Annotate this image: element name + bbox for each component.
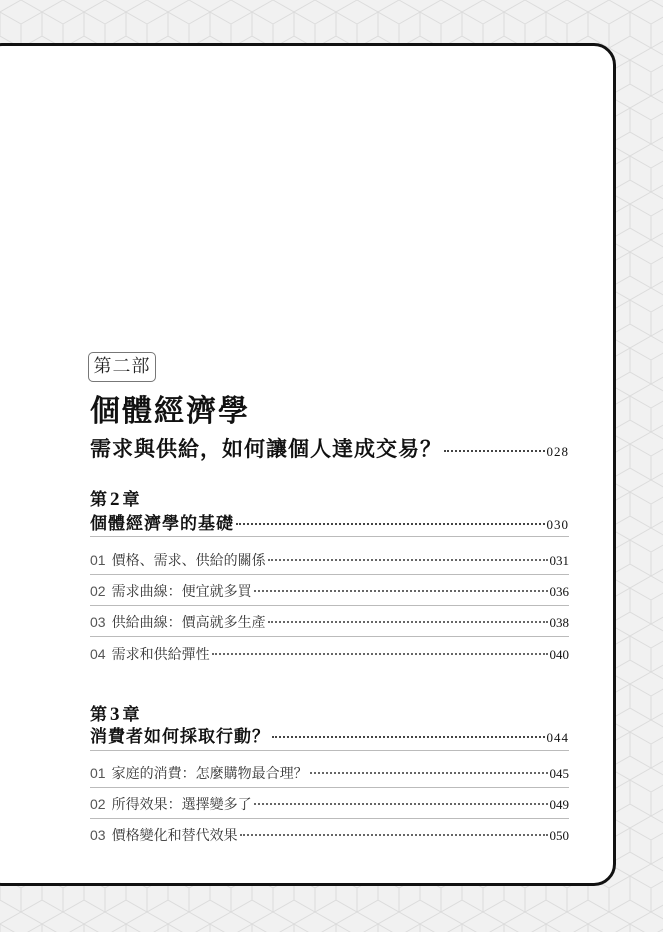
section-entry[interactable] [90,644,569,664]
part-label: 第二部 [88,352,156,382]
chapter-title: 消費者如何採取行動？ [90,727,270,747]
leader-dots [268,559,548,561]
part-subtitle: 需求與供給，如何讓個人達成交易？ [90,436,442,461]
leader-dots [272,736,545,738]
leader-dots [254,803,548,805]
chapter-prefix: 第 [90,490,108,510]
section-index: 03 [90,827,106,843]
chapter-title-entry[interactable] [90,509,569,534]
section-entry[interactable] [90,612,569,632]
page-number: 044 [546,730,569,745]
section-title: 需求和供給彈性 [111,647,210,663]
divider [90,605,569,606]
page-number: 028 [546,444,569,459]
chapter-label [90,485,141,511]
leader-dots [236,523,545,525]
leader-dots [212,653,548,655]
leader-dots [310,772,548,774]
section-entry[interactable] [90,550,569,570]
section-index: 02 [90,583,106,599]
section-entry[interactable] [90,581,569,601]
divider [90,787,569,788]
chapter-number: 2 [110,489,121,510]
chapter-suffix: 章 [122,490,141,510]
page-number: 049 [549,797,569,812]
leader-dots [254,590,548,592]
page-number: 031 [549,553,569,568]
section-index: 02 [90,796,106,812]
part-subtitle-entry[interactable] [90,433,569,463]
section-title: 供給曲線：價高就多生產 [111,615,266,631]
divider [90,636,569,637]
chapter-title: 個體經濟學的基礎 [90,514,234,534]
divider [90,750,569,751]
section-title: 家庭的消費：怎麼購物最合理？ [111,766,308,782]
chapter-suffix: 章 [122,705,141,725]
page-number: 045 [549,766,569,781]
leader-dots [240,834,548,836]
section-entry[interactable] [90,794,569,814]
divider [90,818,569,819]
section-index: 04 [90,646,106,662]
section-entry[interactable] [90,825,569,845]
section-index: 01 [90,765,106,781]
section-title: 價格、需求、供給的關係 [111,553,266,569]
chapter-prefix: 第 [90,705,108,725]
section-title: 需求曲線：便宜就多買 [111,584,252,600]
page-number: 040 [549,647,569,662]
chapter-number: 3 [110,704,121,725]
leader-dots [444,450,545,452]
page-number: 036 [549,584,569,599]
section-entry[interactable] [90,763,569,783]
section-title: 所得效果：選擇變多了 [111,797,252,813]
section-title: 價格變化和替代效果 [111,828,238,844]
page-number: 030 [546,517,569,532]
section-index: 03 [90,614,106,630]
divider [90,536,569,537]
part-title: 個體經濟學 [90,394,250,429]
chapter-title-entry[interactable] [90,722,569,747]
page-number: 050 [549,828,569,843]
leader-dots [268,621,548,623]
divider [90,574,569,575]
page-number: 038 [549,615,569,630]
section-index: 01 [90,552,106,568]
